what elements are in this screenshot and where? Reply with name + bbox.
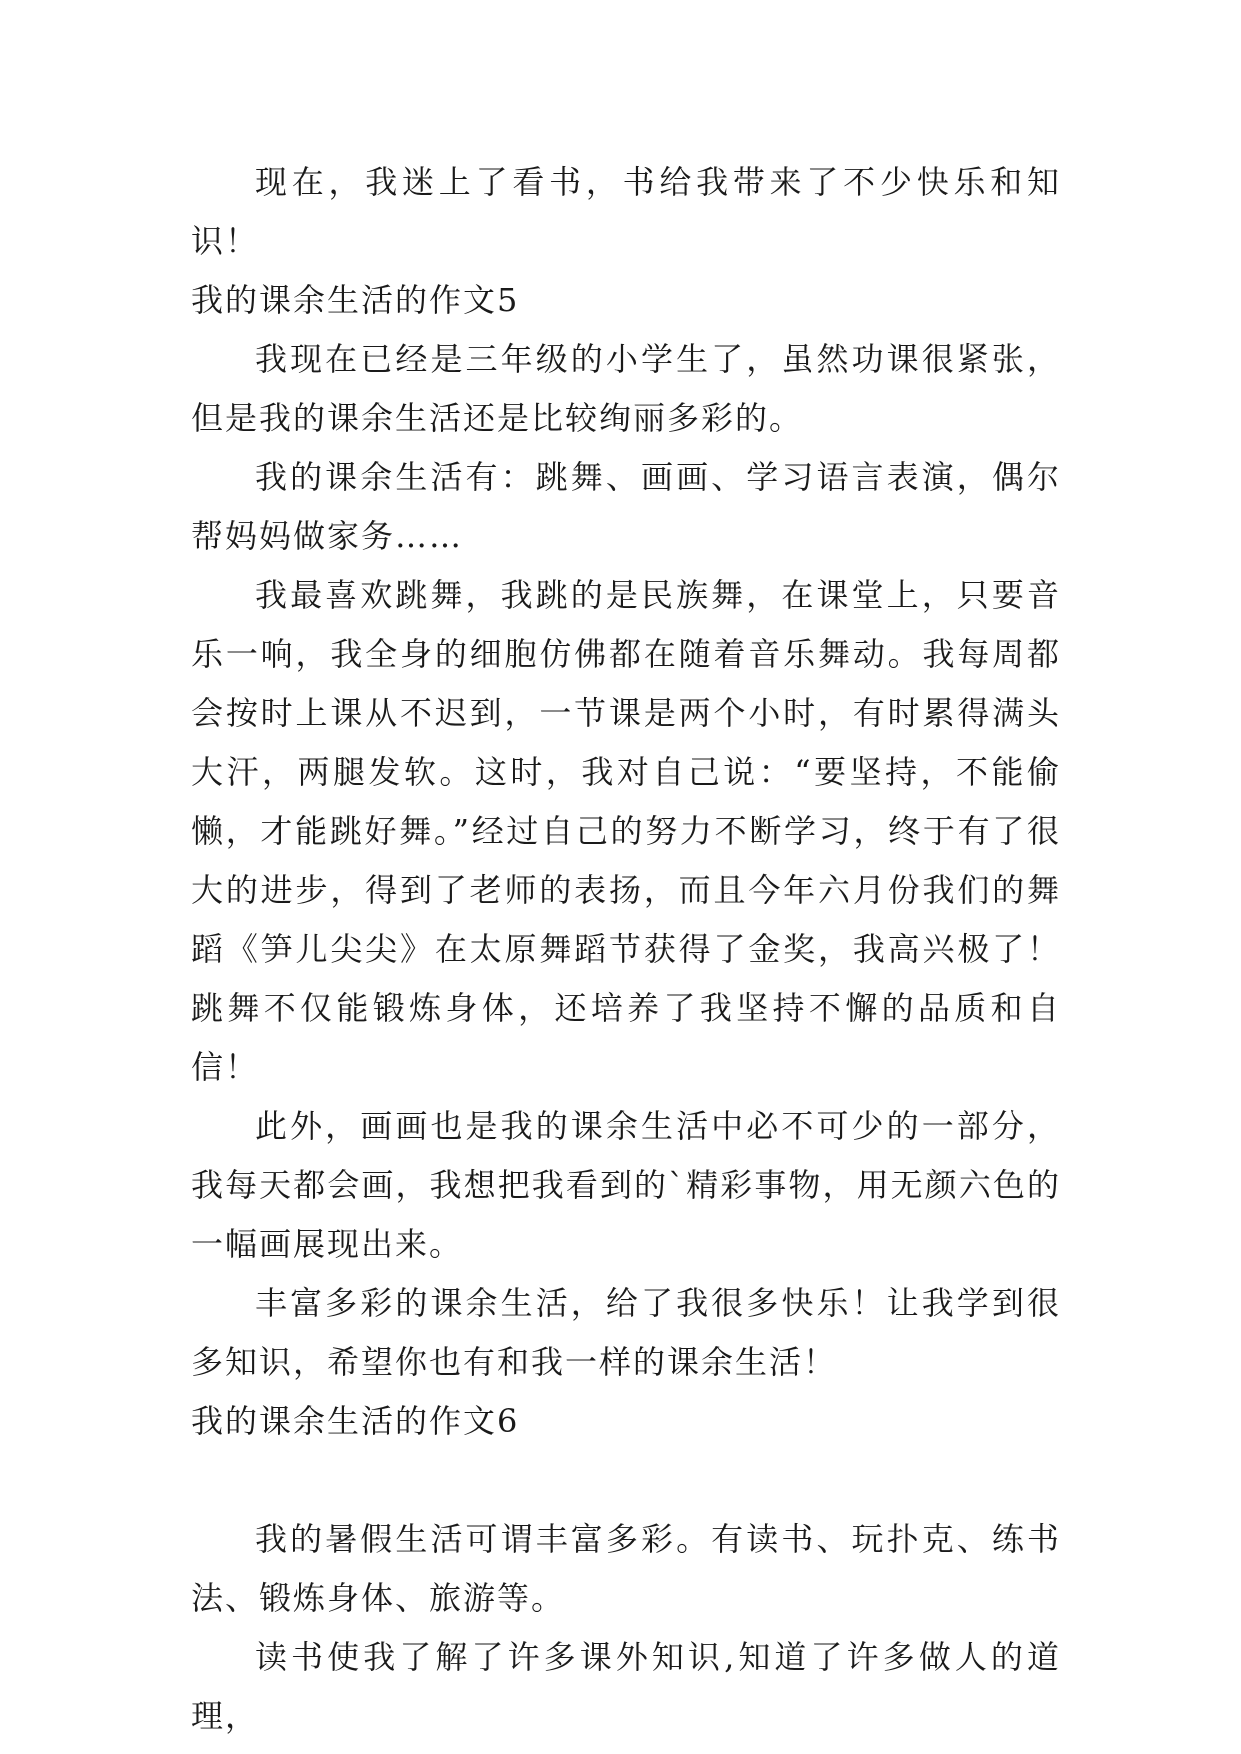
paragraph-5-4: 此外，画画也是我的课余生活中必不可少的一部分，我每天都会画，我想把我看到的`精彩事物，用无颜六色的一幅画展现出来。 [191, 1107, 1061, 1263]
paragraph-6-1: 我的暑假生活可谓丰富多彩。有读书、玩扑克、练书法、锻炼身体、旅游等。 [191, 1520, 1061, 1617]
paragraph-5-2: 我的课余生活有：跳舞、画画、学习语言表演，偶尔帮妈妈做家务…… [191, 458, 1061, 555]
essay-heading-6: 我的课余生活的作文6 [191, 1402, 520, 1440]
paragraph-5-3: 我最喜欢跳舞，我跳的是民族舞，在课堂上，只要音乐一响，我全身的细胞仿佛都在随着音乐舞动。我每周都会按时上课从不迟到，一节课是两个小时，有时累得满头大汗，两腿发软。这时，我对自己说：“要坚持，不能偷懒，才能跳好舞。”经过自己的努力不断学习，终于有了很大的进步，得到了老师的表扬，而且今年六月份我们的舞蹈《笋儿尖尖》在太原舞蹈节获得了金奖，我高兴极了！跳舞不仅能锻炼身体，还培养了我坚持不懈的品质和自信！ [191, 576, 1061, 1086]
paragraph-5-5: 丰富多彩的课余生活，给了我很多快乐！让我学到很多知识，希望你也有和我一样的课余生活！ [191, 1284, 1061, 1381]
paragraph-6-2: 读书使我了解了许多课外知识,知道了许多做人的道理， [191, 1638, 1061, 1735]
essay-heading-5: 我的课余生活的作文5 [191, 281, 520, 319]
document-body [191, 153, 1061, 1746]
blank-line [191, 1451, 1061, 1510]
paragraph-5-1: 我现在已经是三年级的小学生了，虽然功课很紧张，但是我的课余生活还是比较绚丽多彩的。 [191, 340, 1061, 437]
paragraph-opening-end: 现在，我迷上了看书，书给我带来了不少快乐和知识！ [191, 163, 1061, 260]
